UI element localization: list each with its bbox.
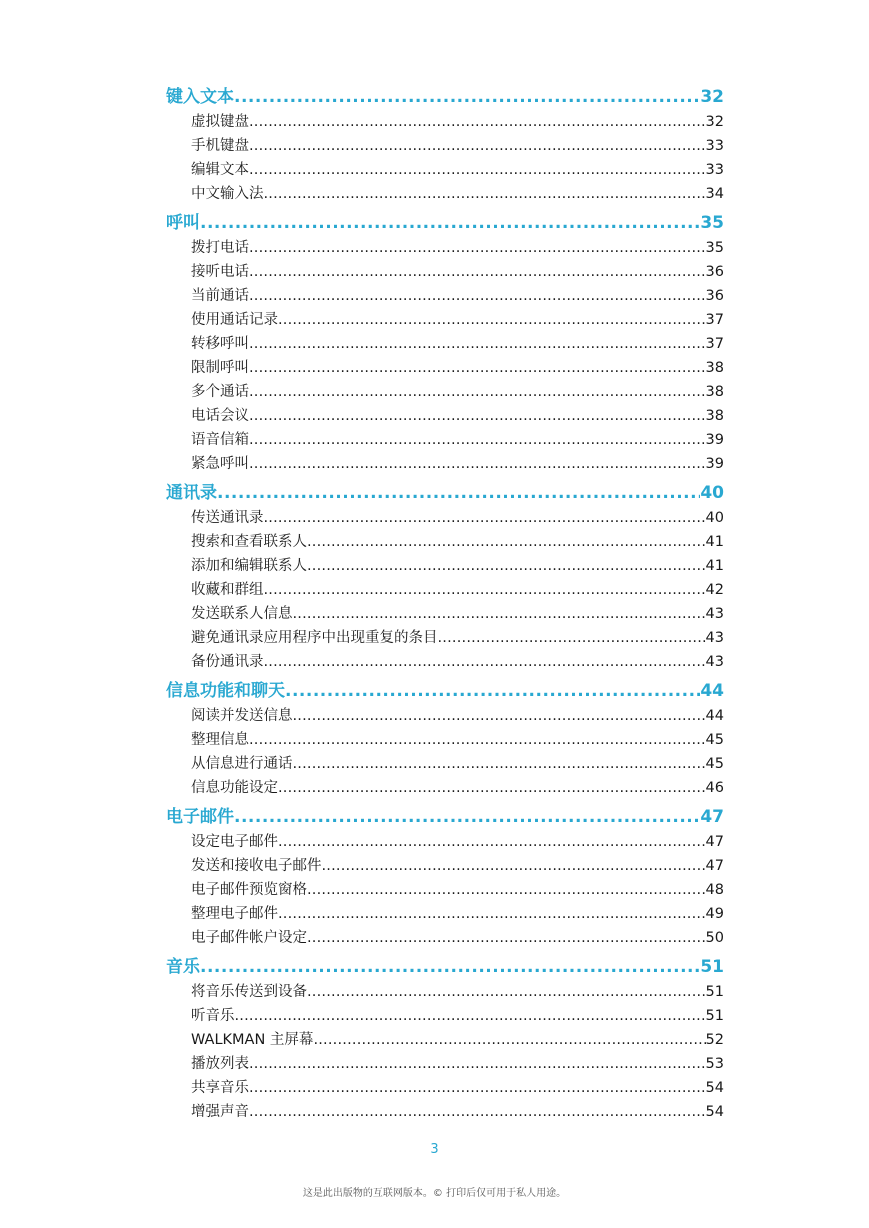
toc-entry-link[interactable]	[166, 356, 724, 380]
toc-entry-link[interactable]	[166, 332, 724, 356]
toc-entry-link[interactable]	[166, 308, 724, 332]
toc-heading-page: 44	[700, 681, 724, 701]
dot-leader	[249, 428, 706, 452]
toc-entry-page: 37	[705, 336, 724, 352]
dot-leader	[264, 650, 706, 674]
toc-entry-title: 共享音乐	[191, 1080, 249, 1096]
toc-entry-link[interactable]	[166, 110, 724, 134]
dot-leader	[200, 954, 700, 980]
dot-leader	[234, 804, 700, 830]
toc-entry-title: 发送联系人信息	[191, 606, 293, 622]
toc-section	[166, 210, 724, 476]
toc-entry-link[interactable]	[166, 902, 724, 926]
toc-entry-link[interactable]	[166, 626, 724, 650]
toc-entry-title: 信息功能设定	[191, 780, 278, 796]
toc-entry-title: 备份通讯录	[191, 654, 264, 670]
toc-entry-title: 传送通讯录	[191, 510, 264, 526]
dot-leader	[249, 332, 706, 356]
dot-leader	[293, 602, 706, 626]
toc-entry-title: 阅读并发送信息	[191, 708, 293, 724]
dot-leader	[322, 854, 706, 878]
dot-leader	[249, 452, 706, 476]
toc-entry-page: 32	[705, 114, 724, 130]
dot-leader	[307, 926, 706, 950]
toc-entry-title: 转移呼叫	[191, 336, 249, 352]
toc-section	[166, 84, 724, 206]
toc-entry-link[interactable]	[166, 158, 724, 182]
toc-entry-link[interactable]	[166, 236, 724, 260]
toc-heading-link[interactable]	[166, 804, 724, 830]
toc-entry-title: 避免通讯录应用程序中出现重复的条目	[191, 630, 438, 646]
toc-entry-page: 40	[705, 510, 724, 526]
toc-entry-title: 添加和编辑联系人	[191, 558, 307, 574]
dot-leader	[264, 506, 706, 530]
toc-entry-link[interactable]	[166, 182, 724, 206]
toc-entry-title: 增强声音	[191, 1104, 249, 1120]
toc-heading-page: 51	[700, 957, 724, 977]
toc-entry-page: 47	[705, 858, 724, 874]
toc-entry-page: 43	[705, 630, 724, 646]
dot-leader	[278, 776, 706, 800]
toc-entry-link[interactable]	[166, 704, 724, 728]
toc-entry-link[interactable]	[166, 380, 724, 404]
toc-entry-link[interactable]	[166, 260, 724, 284]
toc-entry-page: 46	[705, 780, 724, 796]
dot-leader	[249, 134, 706, 158]
dot-leader	[278, 830, 706, 854]
toc-entry-page: 37	[705, 312, 724, 328]
dot-leader	[249, 260, 706, 284]
toc-entry-page: 45	[705, 756, 724, 772]
dot-leader	[264, 182, 706, 206]
toc-entry-page: 45	[705, 732, 724, 748]
toc-entry-page: 49	[705, 906, 724, 922]
toc-entry-link[interactable]	[166, 404, 724, 428]
toc-heading-title: 电子邮件	[166, 807, 234, 827]
dot-leader	[200, 210, 700, 236]
toc-entry-title: 虚拟键盘	[191, 114, 249, 130]
toc-entry-page: 36	[705, 264, 724, 280]
toc-heading-page: 35	[700, 213, 724, 233]
toc-heading-title: 呼叫	[166, 213, 200, 233]
dot-leader	[438, 626, 706, 650]
toc-heading-title: 信息功能和聊天	[166, 681, 285, 701]
toc-entry-page: 48	[705, 882, 724, 898]
footer-notice: 这是此出版物的互联网版本。© 打印后仅可用于私人用途。	[302, 1188, 567, 1199]
dot-leader	[249, 404, 706, 428]
toc-entry-title: 听音乐	[191, 1008, 235, 1024]
toc-entry-page: 51	[705, 984, 724, 1000]
dot-leader	[249, 110, 706, 134]
toc-heading-title: 键入文本	[166, 87, 234, 107]
dot-leader	[307, 554, 706, 578]
toc-entry-link[interactable]	[166, 530, 724, 554]
toc-heading-link[interactable]	[166, 480, 724, 506]
dot-leader	[249, 356, 706, 380]
dot-leader	[217, 480, 700, 506]
dot-leader	[278, 902, 706, 926]
toc-entry-title: 使用通话记录	[191, 312, 278, 328]
toc-entry-title: 整理信息	[191, 732, 249, 748]
dot-leader	[249, 1100, 706, 1124]
toc-entry-link[interactable]	[166, 650, 724, 674]
toc-entry-title: 多个通话	[191, 384, 249, 400]
toc-entry-title: 当前通话	[191, 288, 249, 304]
toc-entry-page: 38	[705, 408, 724, 424]
toc-entry-title: 拨打电话	[191, 240, 249, 256]
toc-entry-title: 发送和接收电子邮件	[191, 858, 322, 874]
toc-entry-link[interactable]	[166, 854, 724, 878]
toc-heading-page: 47	[700, 807, 724, 827]
toc-entry-link[interactable]	[166, 830, 724, 854]
dot-leader	[249, 1076, 706, 1100]
toc-heading-page: 32	[700, 87, 724, 107]
toc-entry-page: 54	[705, 1104, 724, 1120]
toc-entry-link[interactable]	[166, 728, 724, 752]
toc-entry-link[interactable]	[166, 506, 724, 530]
toc-entry-page: 50	[705, 930, 724, 946]
toc-heading-link[interactable]	[166, 954, 724, 980]
toc-entry-title: 搜索和查看联系人	[191, 534, 307, 550]
dot-leader	[293, 704, 706, 728]
toc-entry-title: WALKMAN 主屏幕	[191, 1032, 314, 1048]
toc-entry-title: 编辑文本	[191, 162, 249, 178]
toc-heading-title: 通讯录	[166, 483, 217, 503]
toc-section	[166, 678, 724, 800]
toc-entry-title: 设定电子邮件	[191, 834, 278, 850]
toc-entry-page: 41	[705, 558, 724, 574]
toc-entry-page: 47	[705, 834, 724, 850]
toc-heading-link[interactable]	[166, 84, 724, 110]
toc-section	[166, 804, 724, 950]
toc-entry-page: 38	[705, 360, 724, 376]
dot-leader	[307, 980, 706, 1004]
dot-leader	[293, 752, 706, 776]
toc-heading-link[interactable]	[166, 210, 724, 236]
toc-entry-page: 52	[705, 1032, 724, 1048]
page-number: 3	[430, 1142, 439, 1157]
toc-entry-page: 33	[705, 162, 724, 178]
toc-entry-link[interactable]	[166, 980, 724, 1004]
dot-leader	[235, 1004, 706, 1028]
dot-leader	[285, 678, 700, 704]
toc-entry-page: 38	[705, 384, 724, 400]
dot-leader	[249, 728, 706, 752]
toc-entry-page: 33	[705, 138, 724, 154]
toc-entry-link[interactable]	[166, 452, 724, 476]
toc-entry-title: 限制呼叫	[191, 360, 249, 376]
toc-entry-title: 紧急呼叫	[191, 456, 249, 472]
toc-entry-link[interactable]	[166, 284, 724, 308]
toc-heading-page: 40	[700, 483, 724, 503]
dot-leader	[313, 1028, 705, 1052]
toc-entry-link[interactable]	[166, 1100, 724, 1124]
toc-entry-title: 整理电子邮件	[191, 906, 278, 922]
toc-entry-title: 手机键盘	[191, 138, 249, 154]
toc-entry-link[interactable]	[166, 554, 724, 578]
dot-leader	[234, 84, 700, 110]
dot-leader	[249, 380, 706, 404]
toc-entry-link[interactable]	[166, 1076, 724, 1100]
toc-entry-page: 39	[705, 432, 724, 448]
table-of-contents	[166, 80, 724, 1124]
toc-section	[166, 954, 724, 1124]
toc-entry-title: 语音信箱	[191, 432, 249, 448]
toc-entry-link[interactable]	[166, 776, 724, 800]
toc-entry-link[interactable]	[166, 602, 724, 626]
dot-leader	[264, 578, 706, 602]
dot-leader	[307, 530, 706, 554]
toc-entry-title: 将音乐传送到设备	[191, 984, 307, 1000]
dot-leader	[249, 284, 706, 308]
toc-entry-page: 44	[705, 708, 724, 724]
toc-entry-page: 51	[705, 1008, 724, 1024]
dot-leader	[307, 878, 706, 902]
toc-entry-link[interactable]	[166, 926, 724, 950]
toc-entry-page: 54	[705, 1080, 724, 1096]
toc-entry-title: 电子邮件帐户设定	[191, 930, 307, 946]
toc-entry-link[interactable]	[166, 134, 724, 158]
toc-entry-title: 从信息进行通话	[191, 756, 293, 772]
toc-entry-page: 41	[705, 534, 724, 550]
toc-heading-link[interactable]	[166, 678, 724, 704]
toc-entry-link[interactable]	[166, 578, 724, 602]
toc-entry-title: 收藏和群组	[191, 582, 264, 598]
toc-entry-page: 42	[705, 582, 724, 598]
dot-leader	[249, 236, 706, 260]
toc-entry-title: 电话会议	[191, 408, 249, 424]
toc-entry-link[interactable]	[166, 878, 724, 902]
toc-entry-page: 43	[705, 654, 724, 670]
toc-entry-link[interactable]	[166, 1052, 724, 1076]
toc-heading-title: 音乐	[166, 957, 200, 977]
toc-entry-title: 电子邮件预览窗格	[191, 882, 307, 898]
toc-entry-link[interactable]	[166, 1028, 724, 1052]
dot-leader	[278, 308, 706, 332]
toc-entry-page: 43	[705, 606, 724, 622]
toc-entry-title: 播放列表	[191, 1056, 249, 1072]
toc-entry-page: 36	[705, 288, 724, 304]
toc-entry-page: 34	[705, 186, 724, 202]
toc-entry-title: 中文输入法	[191, 186, 264, 202]
toc-entry-link[interactable]	[166, 752, 724, 776]
dot-leader	[249, 1052, 706, 1076]
toc-entry-page: 53	[705, 1056, 724, 1072]
dot-leader	[249, 158, 706, 182]
toc-section	[166, 480, 724, 674]
toc-entry-link[interactable]	[166, 1004, 724, 1028]
toc-entry-page: 39	[705, 456, 724, 472]
toc-entry-page: 35	[705, 240, 724, 256]
toc-entry-link[interactable]	[166, 428, 724, 452]
toc-entry-title: 接听电话	[191, 264, 249, 280]
